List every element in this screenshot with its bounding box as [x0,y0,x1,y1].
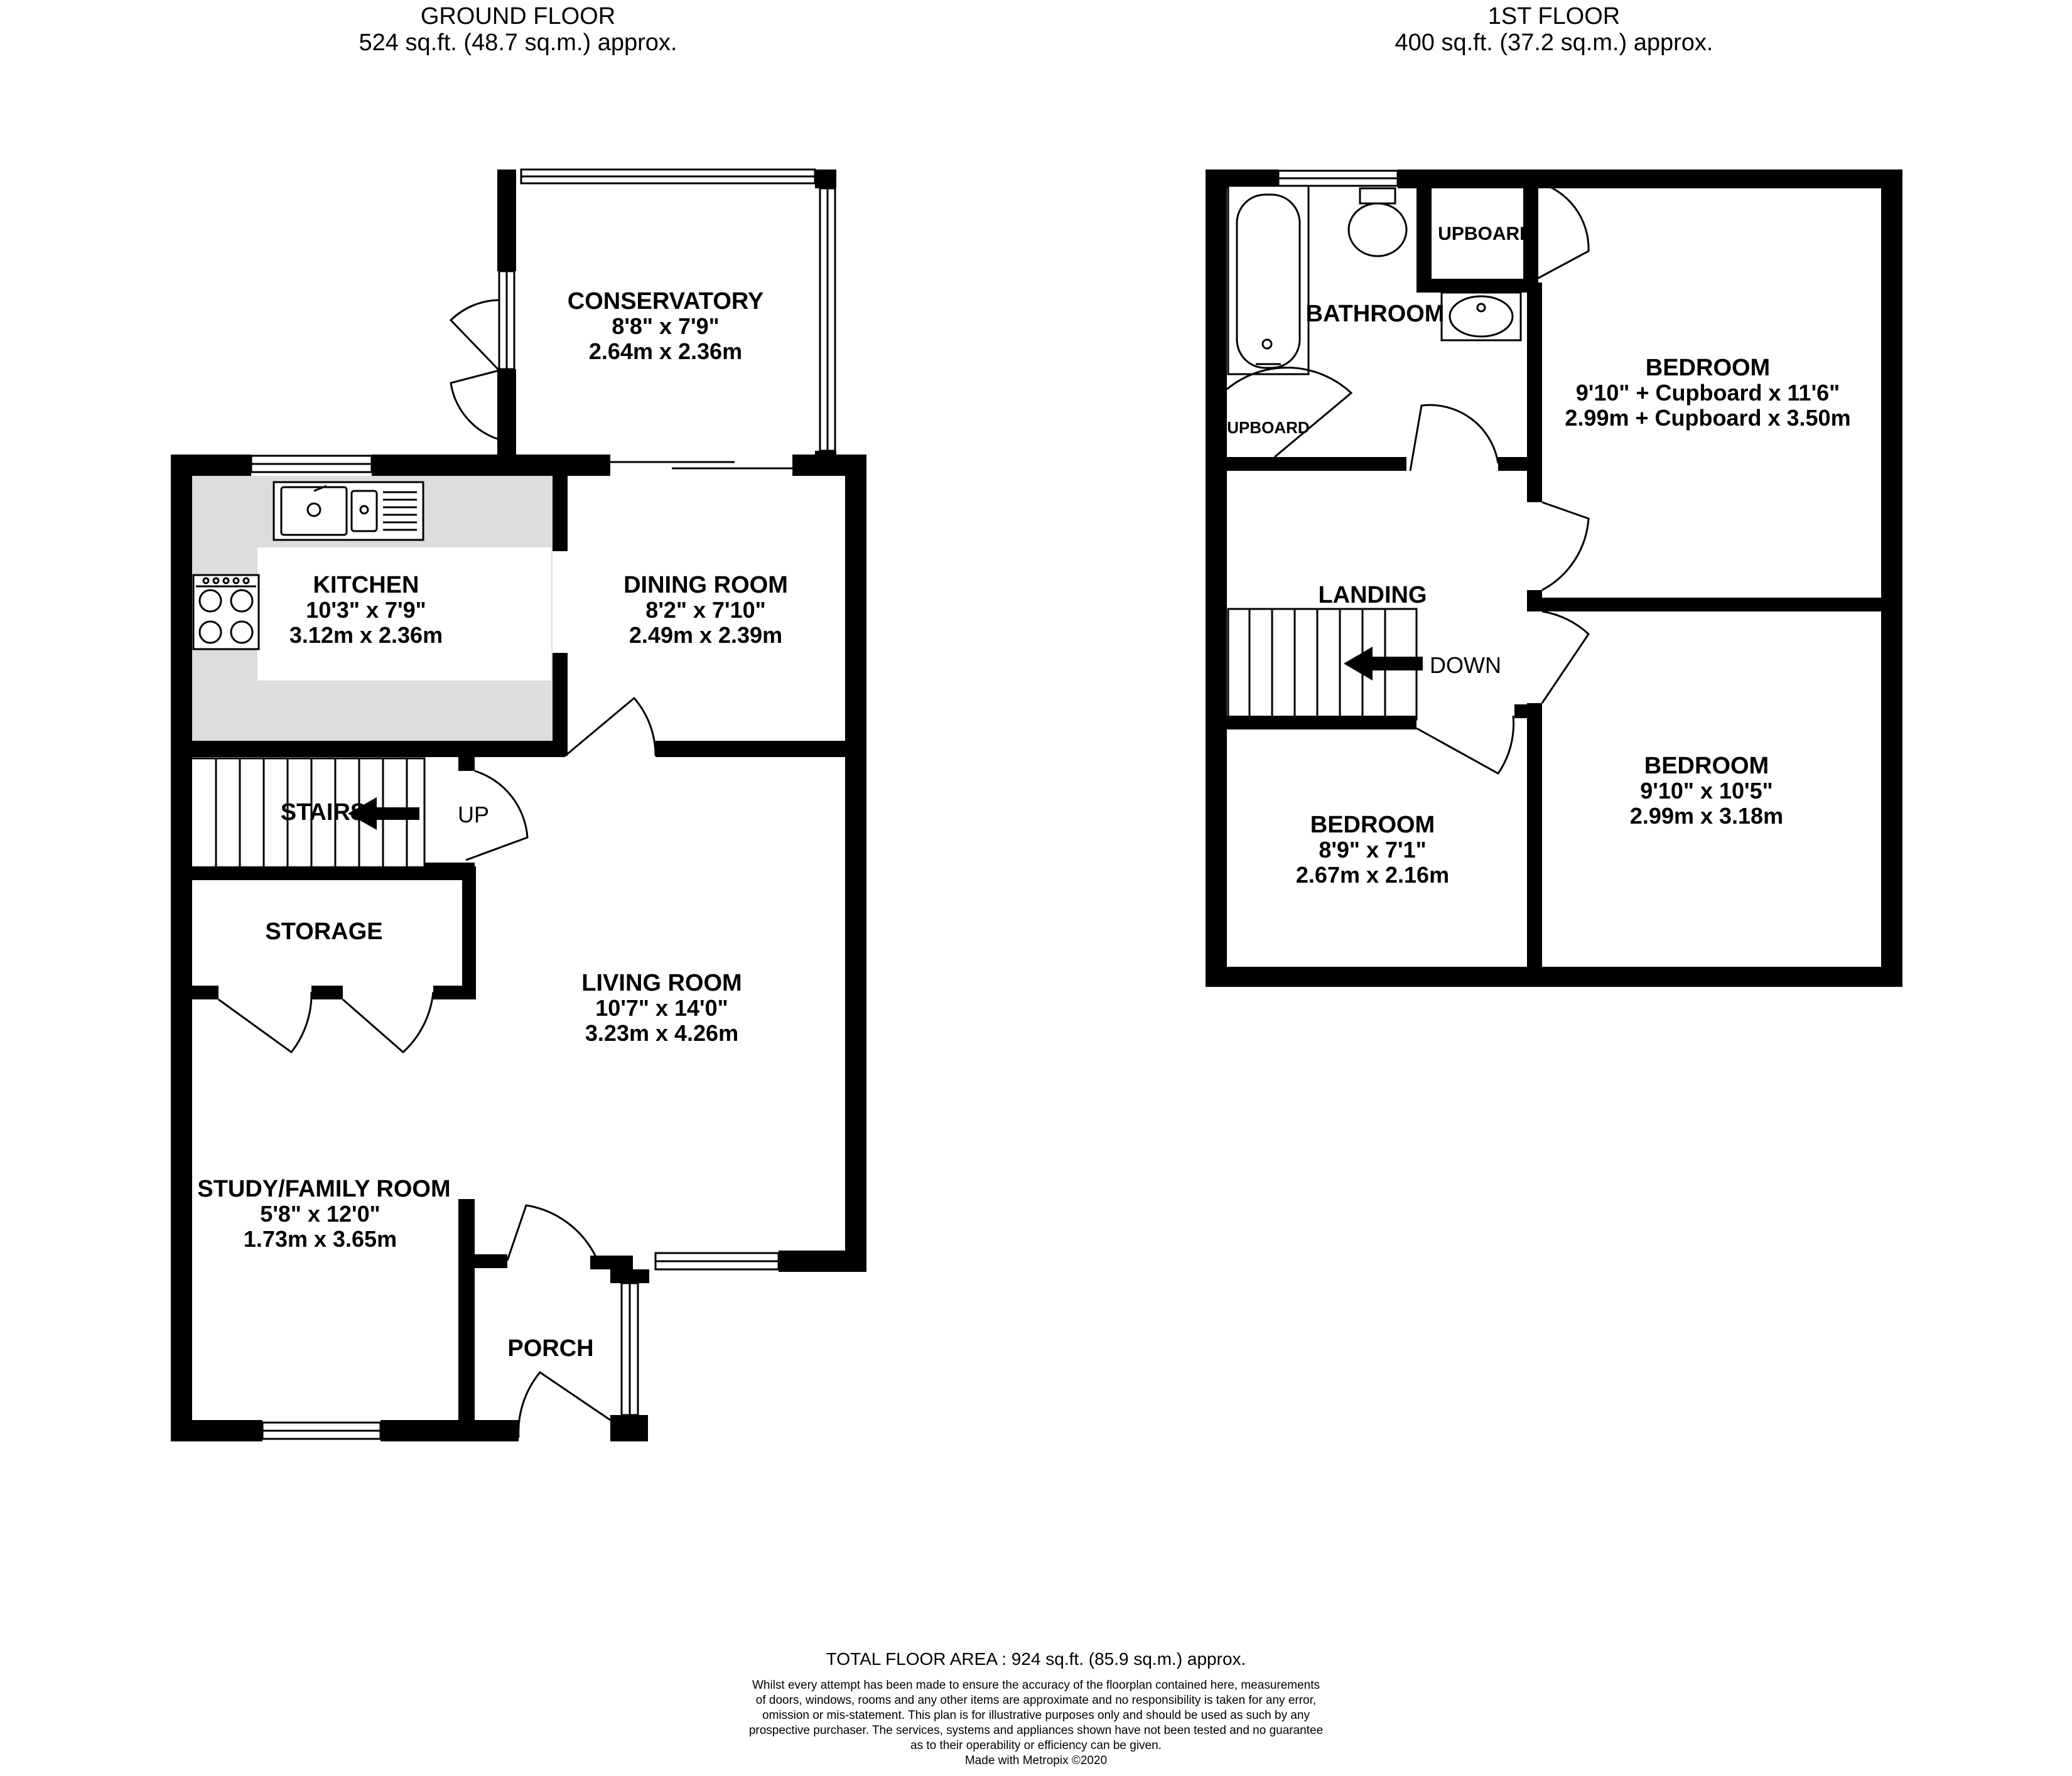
total-floor-area: TOTAL FLOOR AREA : 924 sq.ft. (85.9 sq.m.) approx. [826,1649,1246,1669]
disclaimer-line-1: Whilst every attempt has been made to ensure the accuracy of the floorplan contained here, measurements [752,1679,1320,1692]
porch-name: PORCH [507,1335,594,1362]
hob-icon [193,575,259,649]
disclaimer-line-2: of doors, windows, rooms and any other items are approximate and no responsibility is taken for any error, [755,1694,1317,1707]
storage-door-swing [219,992,433,1052]
stairs-down-arrow [1344,647,1423,681]
study-imperial: 5'8" x 12'0" [260,1201,380,1227]
study-name: STUDY/FAMILY ROOM [197,1176,451,1202]
bedroom1-name: BEDROOM [1645,355,1771,381]
conservatory-name: CONSERVATORY [567,288,764,315]
bedroom3-imperial: 8'9" x 7'1" [1319,837,1427,863]
bedroom2-imperial: 9'10" x 10'5" [1640,778,1773,804]
landing-name: LANDING [1318,582,1427,608]
conservatory-imperial: 8'8" x 7'9" [612,313,720,339]
bedroom3-name: BEDROOM [1310,812,1435,838]
bedroom3-metric: 2.67m x 2.16m [1295,862,1450,888]
cupboard-small-name: UPBOARD [1227,418,1310,437]
bathroom-name: BATHROOM [1305,301,1445,327]
footer [749,1649,1323,1767]
living-imperial: 10'7" x 14'0" [595,995,728,1021]
conservatory-door-swing [451,300,499,370]
storage-name: STORAGE [265,918,383,945]
dining-metric: 2.49m x 2.39m [629,622,783,648]
study-door-swing [507,1205,596,1261]
dining-name: DINING ROOM [623,572,788,598]
conservatory-metric: 2.64m x 2.36m [588,338,743,364]
washbasin-icon [1442,293,1521,340]
dining-imperial: 8'2" x 7'10" [645,597,766,623]
conservatory-door-swing-2 [451,370,499,439]
bedroom1-imperial: 9'10" + Cupboard x 11'6" [1575,380,1840,406]
bedroom2-metric: 2.99m x 3.18m [1629,803,1784,829]
sliding-door [610,462,792,468]
dining-door-swing [565,698,656,756]
bathroom-window [1278,171,1398,186]
bath-icon [1228,186,1308,374]
stairs-up-label: UP [457,802,490,827]
metropix-credit: Made with Metropix ©2020 [964,1754,1108,1767]
kitchen-imperial: 10'3" x 7'9" [306,597,426,623]
first-floor-area: 400 sq.ft. (37.2 sq.m.) approx. [1395,30,1713,56]
landing-down-label: DOWN [1430,652,1501,678]
stairs-name: STAIRS [280,799,367,826]
disclaimer-line-5: as to their operability or efficiency can be given. [910,1739,1162,1752]
living-name: LIVING ROOM [581,970,742,996]
ground-floor-labels [197,288,788,1362]
bedroom1-metric: 2.99m + Cupboard x 3.50m [1565,405,1851,431]
first-floor-title: 1ST FLOOR [1487,3,1621,30]
toilet-icon [1349,188,1406,256]
kitchen-metric: 3.12m x 2.36m [289,622,443,648]
kitchen-sink-icon [274,482,423,540]
ground-floor-area: 524 sq.ft. (48.7 sq.m.) approx. [359,30,677,56]
front-door-swing [519,1372,610,1438]
disclaimer-line-3: omission or mis-statement. This plan is for illustrative purposes only and should be used as such by any [762,1709,1310,1722]
study-metric: 1.73m x 3.65m [243,1226,397,1252]
living-metric: 3.23m x 4.26m [585,1020,739,1046]
bedroom2-name: BEDROOM [1644,753,1769,779]
disclaimer-line-4: prospective purchaser. The services, systems and appliances shown have not been tested and no guarantee [748,1724,1324,1737]
cupboard-top-name: UPBOARD [1438,223,1533,244]
kitchen-name: KITCHEN [313,572,419,598]
ground-floor-title: GROUND FLOOR [420,3,616,30]
